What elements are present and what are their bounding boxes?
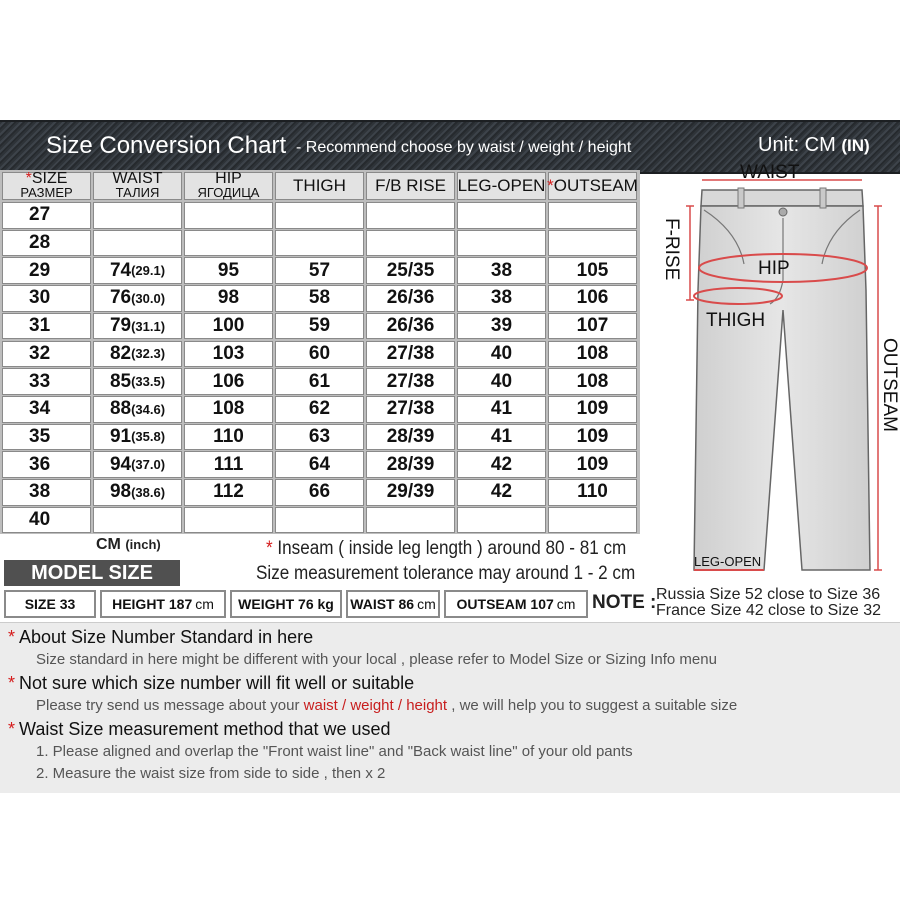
waist-cm: 91: [109, 425, 132, 447]
table-cell-rise: [366, 230, 455, 257]
table-cell-outseam: 110: [548, 479, 637, 506]
header-cell-hip: [184, 172, 273, 200]
model-weight-label: WEIGHT 76 kg: [238, 596, 334, 612]
table-cell-rise: 25/35: [366, 257, 455, 284]
waist-inch: (30.0): [131, 290, 166, 306]
table-cell-hip: [184, 202, 273, 229]
header-line-2: ТАЛИЯ: [115, 185, 160, 200]
header-line-1-text: LEG-OPEN: [457, 176, 546, 195]
unit-label: [758, 134, 870, 157]
header-cell-rise: [366, 172, 455, 200]
waist-inch: (33.5): [131, 374, 166, 390]
header-cell-leg-open: [457, 172, 546, 200]
table-cell-leg-open: 38: [457, 285, 546, 312]
table-cell-thigh: 61: [275, 368, 364, 395]
table-cell-hip: 95: [184, 257, 273, 284]
model-outseam-unit: cm: [556, 596, 576, 612]
table-cell-hip: 98: [184, 285, 273, 312]
table-cell-rise: 28/39: [366, 451, 455, 478]
table-cell-rise: [366, 202, 455, 229]
header-line-1: [26, 172, 68, 186]
model-size-banner: MODEL SIZE: [4, 560, 180, 586]
table-cell-waist: [93, 479, 182, 506]
table-cell-waist: [93, 230, 182, 257]
table-cell-outseam: 105: [548, 257, 637, 284]
waist-cm: 76: [109, 287, 132, 309]
waist-inch: (31.1): [131, 318, 166, 334]
inch-text: (inch): [125, 537, 161, 552]
model-waist-box: [346, 590, 440, 618]
cm-text: CM: [96, 536, 121, 553]
table-cell-size: 36: [2, 451, 91, 478]
header-cell-size: [2, 172, 91, 200]
table-cell-waist: [93, 257, 182, 284]
hip-label: HIP: [758, 258, 790, 279]
inseam-text: Inseam ( inside leg length ) around 80 - 81 cm: [277, 538, 627, 559]
info-heading-3: [8, 719, 391, 740]
info-item-1: 1. Please aligned and overlap the "Front waist line" and "Back waist line" of your old pants: [36, 743, 633, 760]
table-cell-thigh: [275, 507, 364, 534]
header-line-1-text: WAIST: [112, 170, 163, 187]
header-star: *: [547, 176, 554, 195]
table-cell-leg-open: [457, 202, 546, 229]
model-waist-unit: cm: [417, 596, 436, 612]
table-cell-leg-open: 38: [457, 257, 546, 284]
info-star-2: *: [8, 673, 16, 693]
header-line-1-text: HIP: [215, 170, 242, 187]
info-body-1: Size standard in here might be different with your local , please refer to Model Size or Sizing Info menu: [36, 651, 717, 668]
waist-cm: 82: [109, 342, 132, 364]
info-body-2-highlight: waist / weight / height: [303, 697, 448, 714]
table-cell-hip: 100: [184, 313, 273, 340]
table-cell-leg-open: 40: [457, 368, 546, 395]
table-cell-rise: [366, 507, 455, 534]
table-cell-outseam: 108: [548, 341, 637, 368]
table-cell-outseam: [548, 507, 637, 534]
table-cell-thigh: 63: [275, 424, 364, 451]
inseam-note: [266, 538, 626, 560]
table-cell-thigh: 62: [275, 396, 364, 423]
table-cell-hip: 103: [184, 341, 273, 368]
model-outseam-box: [444, 590, 588, 618]
table-cell-leg-open: 42: [457, 451, 546, 478]
info-heading-2: [8, 673, 414, 694]
chart-subtitle: - Recommend choose by waist / weight / height: [296, 139, 632, 156]
info-body-2a: Please try send us message about your: [36, 697, 304, 714]
table-cell-hip: 108: [184, 396, 273, 423]
table-cell-waist: [93, 451, 182, 478]
model-size-label: SIZE 33: [24, 596, 76, 612]
table-cell-outseam: 108: [548, 368, 637, 395]
model-waist-label: WAIST 86: [350, 596, 415, 612]
info-heading-3-text: Waist Size measurement method that we used: [19, 719, 391, 739]
table-cell-waist: [93, 368, 182, 395]
table-cell-size: 28: [2, 230, 91, 257]
info-section: [0, 622, 900, 793]
table-cell-leg-open: 40: [457, 341, 546, 368]
waist-cm: 88: [109, 398, 132, 420]
unit-text: Unit: CM: [758, 134, 836, 156]
table-cell-thigh: 57: [275, 257, 364, 284]
waist-inch: (35.8): [131, 429, 166, 445]
table-cell-rise: 28/39: [366, 424, 455, 451]
table-cell-leg-open: 42: [457, 479, 546, 506]
model-height-box: [100, 590, 226, 618]
header-line-1: [112, 172, 162, 186]
header-line-1: [293, 176, 346, 195]
header-line-1-text: F/B RISE: [375, 176, 446, 195]
info-star-1: *: [8, 627, 16, 647]
model-weight-box: [230, 590, 342, 618]
table-cell-thigh: 64: [275, 451, 364, 478]
size-table: [0, 170, 640, 534]
info-star-3: *: [8, 719, 16, 739]
table-cell-rise: 27/38: [366, 368, 455, 395]
header-line-2: РАЗМЕР: [20, 185, 73, 200]
waist-inch: (29.1): [131, 263, 166, 279]
waist-cm: 98: [109, 481, 132, 503]
waist-cm: 74: [109, 259, 132, 281]
waist-cm: 85: [109, 370, 132, 392]
inseam-star: *: [266, 538, 273, 559]
table-cell-outseam: 109: [548, 451, 637, 478]
table-cell-outseam: [548, 202, 637, 229]
header-cell-outseam: [548, 172, 637, 200]
note-france: France Size 42 close to Size 32: [656, 602, 882, 619]
table-cell-waist: [93, 341, 182, 368]
table-cell-size: 32: [2, 341, 91, 368]
waist-inch: (37.0): [131, 457, 166, 473]
unit-note: [96, 536, 161, 554]
waist-cm: 79: [109, 315, 132, 337]
waist-cm: 94: [109, 453, 132, 475]
model-size-box: [4, 590, 96, 618]
header-star: *: [25, 170, 32, 187]
table-cell-outseam: [548, 230, 637, 257]
header-line-1-text: THIGH: [293, 176, 346, 195]
info-heading-1: [8, 627, 313, 648]
table-cell-thigh: 66: [275, 479, 364, 506]
header-cell-waist: [93, 172, 182, 200]
table-cell-size: 33: [2, 368, 91, 395]
table-cell-waist: [93, 313, 182, 340]
header-line-1: [215, 172, 242, 186]
header-line-1-text: SIZE: [31, 170, 68, 187]
table-cell-leg-open: [457, 230, 546, 257]
table-cell-thigh: 60: [275, 341, 364, 368]
table-cell-outseam: 109: [548, 396, 637, 423]
info-body-2b: , we will help you to suggest a suitable size: [447, 697, 738, 714]
info-heading-2-text: Not sure which size number will fit well or suitable: [19, 673, 415, 693]
table-cell-size: 31: [2, 313, 91, 340]
table-cell-outseam: 107: [548, 313, 637, 340]
table-cell-size: 27: [2, 202, 91, 229]
table-cell-hip: 111: [184, 451, 273, 478]
table-cell-thigh: 59: [275, 313, 364, 340]
note-label: NOTE :: [592, 592, 657, 613]
table-cell-waist: [93, 285, 182, 312]
leg-open-label: LEG-OPEN: [694, 554, 762, 569]
table-cell-size: 34: [2, 396, 91, 423]
table-cell-hip: 106: [184, 368, 273, 395]
table-cell-rise: 29/39: [366, 479, 455, 506]
header-line-2: ЯГОДИЦА: [197, 185, 260, 200]
table-cell-size: 29: [2, 257, 91, 284]
info-body-2: [36, 697, 737, 714]
table-cell-leg-open: 41: [457, 396, 546, 423]
table-cell-size: 38: [2, 479, 91, 506]
table-cell-size: 30: [2, 285, 91, 312]
f-rise-label: F-RISE: [661, 218, 682, 281]
table-cell-rise: 26/36: [366, 313, 455, 340]
table-cell-hip: 110: [184, 424, 273, 451]
table-cell-outseam: 106: [548, 285, 637, 312]
table-cell-waist: [93, 202, 182, 229]
table-cell-outseam: 109: [548, 424, 637, 451]
table-cell-hip: 112: [184, 479, 273, 506]
info-heading-1-text: About Size Number Standard in here: [19, 627, 314, 647]
chart-title: Size Conversion Chart: [46, 132, 287, 159]
pants-illustration: [652, 170, 900, 590]
table-cell-rise: 27/38: [366, 396, 455, 423]
model-height-label: HEIGHT 187: [112, 596, 193, 612]
outseam-label: OUTSEAM: [879, 338, 900, 432]
table-cell-waist: [93, 507, 182, 534]
header-cell-thigh: [275, 172, 364, 200]
tolerance-note: Size measurement tolerance may around 1 - 2 cm: [256, 563, 636, 584]
model-height-unit: cm: [195, 596, 214, 612]
info-item-2: 2. Measure the waist size from side to side , then x 2: [36, 765, 386, 782]
table-cell-leg-open: 39: [457, 313, 546, 340]
table-cell-rise: 26/36: [366, 285, 455, 312]
header-line-1: [547, 176, 638, 195]
waist-label: WAIST: [740, 162, 800, 183]
waist-inch: (32.3): [131, 346, 166, 362]
table-cell-waist: [93, 396, 182, 423]
note-russia: Russia Size 52 close to Size 36: [656, 586, 881, 603]
table-cell-leg-open: [457, 507, 546, 534]
waist-inch: (38.6): [131, 484, 166, 500]
table-cell-thigh: [275, 230, 364, 257]
header-line-1: [375, 176, 446, 195]
waist-inch: (34.6): [131, 401, 166, 417]
table-cell-leg-open: 41: [457, 424, 546, 451]
table-cell-size: 40: [2, 507, 91, 534]
table-cell-thigh: 58: [275, 285, 364, 312]
model-outseam-label: OUTSEAM 107: [456, 596, 554, 612]
table-cell-hip: [184, 507, 273, 534]
table-cell-waist: [93, 424, 182, 451]
table-cell-thigh: [275, 202, 364, 229]
table-cell-rise: 27/38: [366, 341, 455, 368]
table-cell-hip: [184, 230, 273, 257]
pants-diagram: [652, 162, 900, 590]
unit-suffix: (IN): [841, 136, 870, 155]
table-cell-size: 35: [2, 424, 91, 451]
header-line-1: [457, 176, 546, 195]
header-line-1-text: OUTSEAM: [553, 176, 638, 195]
thigh-label: THIGH: [706, 310, 766, 331]
